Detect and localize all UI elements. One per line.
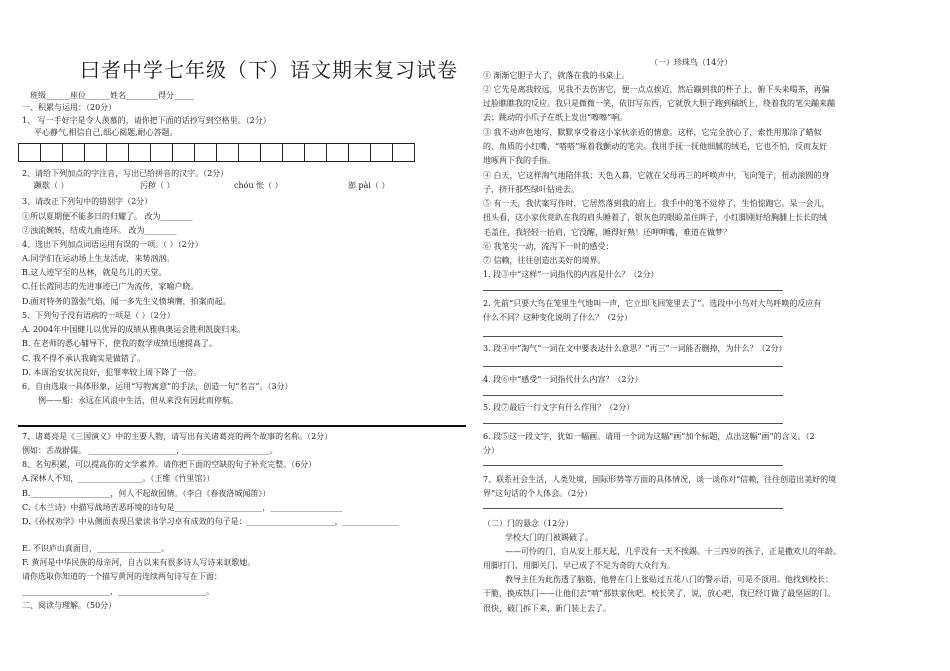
reading-question-4: 4. 段⑥中“感受”一词指代什么内容？（2分） — [483, 375, 643, 384]
question-4: 4、选出下列加点词语运用有误的一项。（ ）（2分） — [22, 240, 203, 249]
question-4-option-d: D.面对特务的嚣张气焰，闻一多先生义愤填膺，拍案而起。 — [22, 297, 231, 306]
reading-1-heading: （一）珍珠鸟（14分） — [650, 58, 733, 67]
reading-question-2: 2. 先前“只要大鸟在笼里生气地叫一声，它立即飞回笼里去了”。选段中小鸟对大鸟呼唤的反应有 — [483, 299, 822, 308]
grid-cell[interactable] — [173, 143, 195, 162]
question-8-f-prompt: 请你选取你知道的一个描写黄河的连续两句诗写在下面： — [22, 572, 222, 581]
grid-cell[interactable] — [41, 143, 63, 162]
grid-cell[interactable] — [151, 143, 173, 162]
reading-1-paragraph-2-line: 过脸瞧瞧我的反应。我只是微微一笑，依旧写东西，它就放大胆子跑到稿纸上，绕着我的笔尖蹦来蹦 — [483, 99, 835, 108]
question-2-c: chóu 怅（ ） — [234, 181, 283, 190]
reading-question-6: 6. 段⑤这一段文字，犹如一幅画。请用一个词为这幅“画”加个标题，点出这幅“画”的含义。（2 — [483, 432, 815, 441]
reading-2-line: 干脆，换成铁门——让他们去“啃”那铁家伙吧。校长笑了，说，放心吧，我已经订做了最坚固的门。 — [483, 589, 836, 598]
page-title: 曰者中学七年级（下）语文期末复习试卷 — [80, 58, 458, 82]
question-2: 2、请给下列加点的字注音，写出已给拼音的汉字。（2分） — [22, 169, 229, 178]
question-5-option-b: B. 在老师的悉心辅导下，使我的数学成绩迅速提高了。 — [22, 339, 217, 348]
student-info-line: 班级______座位______姓名________得分_____ — [30, 91, 194, 100]
reading-2-line: 教导主任为此伤透了脑筋，他曾在门上张贴过五花八门的警示语，可是不顶用。他找到校长： — [505, 575, 833, 584]
question-4-option-a: A.同学们在运动场上生龙活虎，来势汹汹。 — [22, 254, 175, 263]
reading-2-line: ——可怜的门，自从安上那天起，几乎没有一天不挨踢。十三四岁的孩子，正是撒欢儿的年龄。 — [505, 547, 841, 556]
question-1: 1、 写一手好字是令人羡慕的，请你把下面的话抄写到空格里。（2分） — [22, 116, 271, 125]
question-3: 3、请改正下列句中的错别字（2分） — [22, 197, 153, 206]
grid-cell[interactable] — [217, 143, 239, 162]
question-5-option-a: A. 2004年中国健儿以优异的成绩从雅典奥运会胜利凯旋归来。 — [22, 325, 246, 334]
reading-1-paragraph-7: ⑦ 信赖，往往创造出美好的境界。 — [483, 256, 606, 265]
grid-cell[interactable] — [129, 143, 151, 162]
question-3-item-2: ②浊流婉转，结成九曲连环。 改为________ — [22, 226, 177, 235]
grid-cell[interactable] — [107, 143, 129, 162]
reading-2-heading: （二）门的悬念（12分） — [483, 519, 574, 528]
section-divider — [18, 425, 466, 427]
question-2-a: 蹶歇（ ） — [34, 181, 69, 190]
reading-2-line: 学校大门的门被踢破了。 — [505, 533, 593, 542]
reading-question-1: 1. 段③中“这样”一词指代的内容是什么？（2分） — [483, 270, 659, 279]
reading-1-paragraph-6: ⑥ 我笔尖一动，流泻下一时的感受： — [483, 242, 614, 251]
answer-line[interactable] — [483, 336, 783, 337]
question-6-example: 例——船：永远在风浪中生活，但从来没有因此而停航。 — [38, 396, 238, 405]
question-4-option-c: C.任长霞同志的先进事迹已广为流传，家喻户晓。 — [22, 282, 199, 291]
grid-cell[interactable] — [283, 143, 305, 162]
question-8-c: C.《木兰诗》中描写战场苦恶环境的诗句是______________________，__________________ — [22, 503, 343, 512]
section-1-heading: 一、积累与运用：（20分） — [22, 103, 117, 112]
question-5: 5、下列句子没有语病的一项是（ ）（2分） — [22, 311, 175, 320]
answer-line[interactable] — [483, 465, 783, 466]
reading-1-paragraph-2-line: 去；跳动的小爪子在纸上发出“嚓嚓”响。 — [483, 113, 628, 122]
reading-question-2-line: 什么不同？这种变化说明了什么？（2分） — [483, 313, 633, 322]
grid-cell[interactable] — [261, 143, 283, 162]
question-6: 6、自由选取一具体形象，运用“写物寓意”的手法，创造一句“名言”。（3分） — [22, 382, 293, 391]
question-7: 7、诸葛亮是《三国演义》中的主要人物，请写出有关诸葛亮的两个故事的名称。（2分） — [22, 432, 333, 441]
reading-question-5: 5. 段⑦最后一行文字有什么作用？（2分） — [483, 403, 635, 412]
grid-cell[interactable] — [305, 143, 327, 162]
grid-cell[interactable] — [349, 143, 371, 162]
section-2-heading: 二、阅读与理解。（50分） — [22, 601, 117, 610]
question-8-d: D.《孙权劝学》中从侧面表现吕蒙读书学习卓有成效的句子是：______________________，______________ — [22, 517, 399, 526]
question-8-a: A.深林人不知，________________。（王维《竹里馆》） — [22, 474, 215, 483]
reading-question-7-line: 界”这句话的个人体会。（2分） — [483, 489, 593, 498]
grid-cell[interactable] — [63, 143, 85, 162]
question-8-f-blank: ______________________，______________________。 — [22, 587, 214, 596]
question-8-e: E. 不识庐山真面目，________________。 — [22, 544, 169, 553]
question-2-b: 污秽（ ） — [140, 181, 175, 190]
reading-1-paragraph-3: ③ 我不动声色地写，默默享受着这小家伙亲近的情意。这样，它完全放心了，索性用那涂了蜡似 — [483, 128, 822, 137]
question-1-text: 平心静气,相信自己,细心阅题,耐心答题。 — [34, 128, 178, 137]
question-8: 8、名句积累，可以提高你的文学素养。请你把下面的空缺的句子补充完整。（6分） — [22, 460, 317, 469]
reading-1-paragraph-3-line: 的、角质的小红嘴，“嗒嗒”啄着我颤动的笔尖。我用手抚一抚他细腻的绒毛，它也不怕，反而友好 — [483, 142, 828, 151]
grid-cell[interactable] — [195, 143, 217, 162]
reading-1-paragraph-5-line: 扭头看，这小家伙竟趴在我的肩头睡着了，银灰色的眼睑盖住眸子，小红脚刚好给胸脯上长长的绒 — [483, 213, 827, 222]
question-5-option-d: D. 本周治安状况良好，犯罪率较上周下降了一倍。 — [22, 368, 202, 377]
reading-1-paragraph-5-line: 毛盖住，我轻轻一抬肩，它没醒，睡得好熟！还呷呷嘴，难道在做梦？ — [483, 228, 731, 237]
question-2-d: 澎 pài（ ） — [348, 181, 390, 190]
reading-1-paragraph-5: ⑤ 有一天，我伏案写作时，它居然落到我的肩上。我手中的笔不觉停了，生怕惊跑它。呆一会儿， — [483, 199, 830, 208]
reading-1-paragraph-3-line: 地啄两下我的手指。 — [483, 156, 555, 165]
reading-2-line: 用脚打门，用脚关门，早已成了不足为奇的大众行为。 — [483, 561, 675, 570]
grid-cell[interactable] — [393, 143, 415, 162]
grid-cell[interactable] — [327, 143, 349, 162]
grid-cell[interactable] — [19, 143, 41, 162]
reading-1-paragraph-2: ② 它先是离我较远，见我不去伤害它，便一点点挨近，然后蹦到我的杯子上，俯下头来喝茶，再偏 — [483, 85, 830, 94]
question-5-option-c: C. 我不得不承认我确实是做错了。 — [22, 354, 145, 363]
question-8-b: B.____________________，何人不起故园情。（李白《春夜洛城闻笛》） — [22, 489, 271, 498]
reading-question-3: 3. 段④中“淘气”一词在文中要表达什么意思？“再三”一词能否删掉，为什么？（2分） — [483, 344, 787, 353]
answer-line[interactable] — [483, 508, 783, 509]
grid-cell[interactable] — [239, 143, 261, 162]
reading-1-paragraph-4: ④ 白天，它这样淘气地陪伴我；天色入暮，它就在父母再三的呼唤声中，飞向笼子，扭动滚圆的身 — [483, 171, 830, 180]
question-7-example: 例如：舌战群儒。 ______________________, ______________________。 — [22, 446, 278, 455]
answer-line[interactable] — [483, 366, 783, 367]
grid-cell[interactable] — [371, 143, 393, 162]
question-8-f: F. 黄河是中华民族的母亲河，自古以来有很多诗人写诗来讴歌她。 — [22, 558, 256, 567]
grid-cell[interactable] — [85, 143, 107, 162]
answer-line[interactable] — [483, 423, 783, 424]
answer-line[interactable] — [483, 395, 783, 396]
reading-2-line: 很快，破门拆下来，新门装上去了。 — [483, 604, 611, 613]
copy-writing-grid[interactable] — [18, 143, 415, 162]
reading-question-7: 7、联系社会生活，人类处境，国际形势等方面的具体情况，谈一谈你对“信赖，往往创造出美好的境 — [483, 475, 837, 484]
reading-1-paragraph-4-line: 子，挤开那些绿叶钻进去。 — [483, 185, 579, 194]
question-4-option-b: B.这人迹罕至的丛林，就是鸟儿的天堂。 — [22, 268, 167, 277]
answer-line[interactable] — [483, 290, 783, 291]
reading-question-6-line: 分） — [483, 446, 499, 455]
question-3-item-1: ①所以夏期便不能多日的归耀了。 改为________ — [22, 212, 193, 221]
reading-1-paragraph-1: ① 渐渐它胆子大了，就落在我的书桌上。 — [483, 71, 630, 80]
